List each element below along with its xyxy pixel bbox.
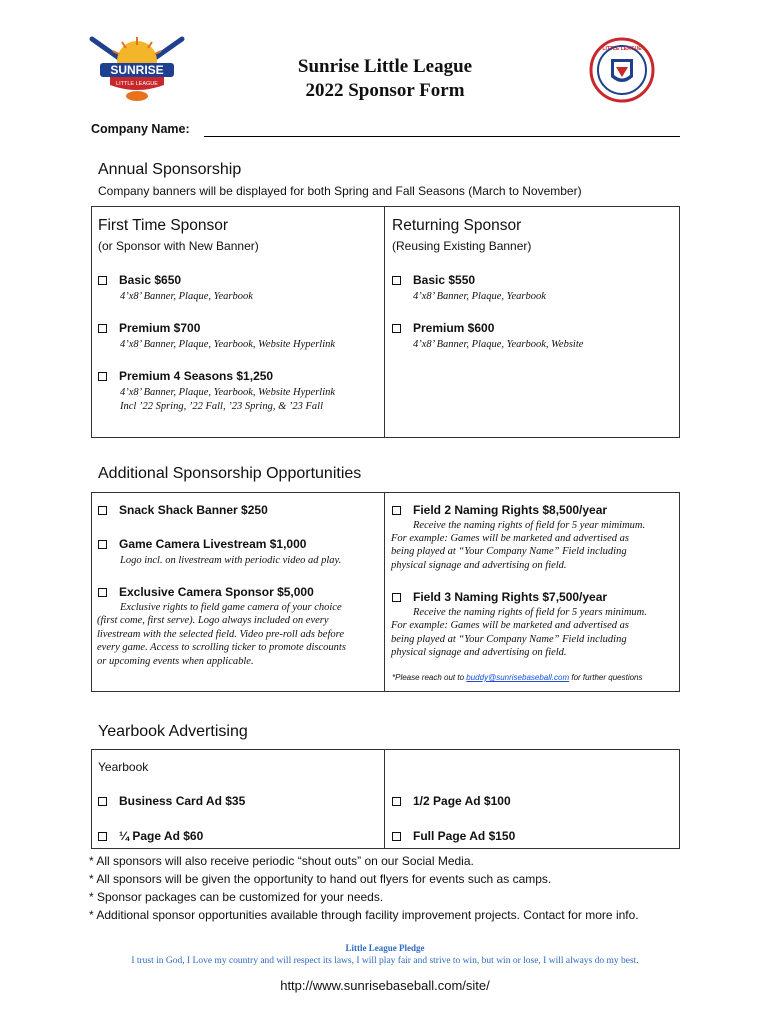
option-first-premium[interactable]: Premium $700 [98, 321, 200, 335]
first-time-sponsor-title: First Time Sponsor [98, 217, 229, 234]
checkbox[interactable] [98, 540, 107, 549]
annual-table-divider [384, 206, 385, 438]
checkbox[interactable] [98, 372, 107, 381]
website-url[interactable]: http://www.sunrisebaseball.com/site/ [280, 978, 490, 993]
field-3-desc-line: being played at “Your Company Name” Field including [391, 634, 627, 645]
field-2-desc-line: being played at “Your Company Name” Field including [391, 546, 627, 557]
returning-sponsor-title: Returning Sponsor [392, 217, 522, 234]
yearbook-advertising-heading: Yearbook Advertising [98, 723, 248, 740]
option-first-basic[interactable]: Basic $650 [98, 273, 181, 287]
checkbox[interactable] [98, 506, 107, 515]
pledge-title: Little League Pledge [345, 943, 425, 953]
checkbox[interactable] [98, 832, 107, 841]
option-game-camera-livestream-desc: Logo incl. on livestream with periodic video ad play. [120, 555, 342, 566]
field-3-desc-line: Receive the naming rights of field for 5 years minimum. [413, 607, 647, 618]
checkbox[interactable] [392, 506, 401, 515]
option-half-page-ad[interactable]: 1/2 Page Ad $100 [392, 794, 511, 808]
exclusive-camera-desc-line: Exclusive rights to field game camera of your choice [120, 602, 342, 613]
additional-table-divider [384, 492, 385, 692]
checkbox[interactable] [392, 593, 401, 602]
first-time-sponsor-subtitle: (or Sponsor with New Banner) [98, 239, 259, 253]
svg-text:SUNRISE: SUNRISE [110, 63, 164, 77]
option-exclusive-camera-sponsor[interactable]: Exclusive Camera Sponsor $5,000 [98, 585, 314, 599]
list-item: * Sponsor packages can be customized for your needs. [89, 890, 384, 904]
list-item: * All sponsors will be given the opportunity to hand out flyers for events such as camps. [89, 872, 552, 886]
checkbox[interactable] [98, 588, 107, 597]
option-full-page-ad[interactable]: Full Page Ad $150 [392, 829, 515, 843]
form-title-line2: 2022 Sponsor Form [305, 80, 465, 101]
field-2-desc-line: Receive the naming rights of field for 5 year mimimum. [413, 520, 646, 531]
field-3-desc-line: physical signage and advertising on field. [391, 647, 567, 658]
option-snack-shack-banner[interactable]: Snack Shack Banner $250 [98, 503, 268, 517]
option-returning-basic-desc: 4’x8’ Banner, Plaque, Yearbook [413, 291, 546, 302]
checkbox[interactable] [392, 276, 401, 285]
option-game-camera-livestream[interactable]: Game Camera Livestream $1,000 [98, 537, 306, 551]
returning-sponsor-subtitle: (Reusing Existing Banner) [392, 239, 532, 253]
svg-text:LITTLE LEAGUE: LITTLE LEAGUE [116, 81, 158, 87]
option-field-2-naming-rights[interactable]: Field 2 Naming Rights $8,500/year [392, 503, 607, 517]
checkbox[interactable] [98, 324, 107, 333]
option-first-premium-4-seasons-desc2: Incl ’22 Spring, ’22 Fall, ’23 Spring, & ’23 Fall [120, 401, 323, 412]
pledge-text: I trust in God, I Love my country and will respect its laws, I will play fair and strive to win, but win or lose, I will always do my best. [131, 956, 639, 966]
svg-text:LITTLE LEAGUE: LITTLE LEAGUE [602, 46, 642, 52]
option-field-3-naming-rights[interactable]: Field 3 Naming Rights $7,500/year [392, 590, 607, 604]
field-2-desc-line: For example: Games will be marketed and advertised as [391, 533, 629, 544]
list-item: * Additional sponsor opportunities available through facility improvement projects. Contact for more info. [89, 908, 639, 922]
exclusive-camera-desc-line: every game. Access to scrolling ticker to promote discounts [97, 642, 346, 653]
company-name-label: Company Name: [91, 122, 190, 136]
annual-sponsorship-heading: Annual Sponsorship [98, 161, 242, 178]
field-3-desc-line: For example: Games will be marketed and advertised as [391, 620, 629, 631]
option-returning-premium[interactable]: Premium $600 [392, 321, 494, 335]
checkbox[interactable] [392, 832, 401, 841]
contact-note: *Please reach out to buddy@sunrisebaseball.com for further questions [392, 673, 643, 682]
contact-email-link[interactable]: buddy@sunrisebaseball.com [466, 673, 570, 682]
checkbox[interactable] [98, 797, 107, 806]
exclusive-camera-desc-line: or upcoming events when applicable. [97, 656, 254, 667]
option-business-card-ad[interactable]: Business Card Ad $35 [98, 794, 245, 808]
checkbox[interactable] [392, 324, 401, 333]
list-item: * All sponsors will also receive periodic “shout outs” on our Social Media. [89, 854, 474, 868]
field-2-desc-line: physical signage and advertising on field. [391, 560, 567, 571]
additional-sponsorship-heading: Additional Sponsorship Opportunities [98, 465, 362, 482]
exclusive-camera-desc-line: livestream with the selected field. Video pre-roll ads before [97, 629, 344, 640]
option-returning-basic[interactable]: Basic $550 [392, 273, 475, 287]
benefits-list [89, 852, 639, 924]
checkbox[interactable] [98, 276, 107, 285]
option-first-premium-4-seasons-desc: 4’x8’ Banner, Plaque, Yearbook, Website Hyperlink [120, 387, 336, 398]
yearbook-cell-label: Yearbook [98, 760, 149, 774]
option-first-premium-desc: 4’x8’ Banner, Plaque, Yearbook, Website Hyperlink [120, 339, 336, 350]
annual-sponsorship-subheading: Company banners will be displayed for both Spring and Fall Seasons (March to November) [98, 184, 582, 198]
checkbox[interactable] [392, 797, 401, 806]
exclusive-camera-desc-line: (first come, first serve). Logo always included on every [97, 615, 329, 626]
option-first-premium-4-seasons[interactable]: Premium 4 Seasons $1,250 [98, 369, 273, 383]
option-first-basic-desc: 4’x8’ Banner, Plaque, Yearbook [120, 291, 253, 302]
yearbook-table-divider [384, 749, 385, 849]
option-quarter-page-ad[interactable]: ¼ Page Ad $60 [98, 829, 203, 843]
option-returning-premium-desc: 4’x8’ Banner, Plaque, Yearbook, Website [413, 339, 584, 350]
form-title-line1: Sunrise Little League [297, 56, 473, 77]
company-name-field[interactable] [204, 136, 680, 137]
